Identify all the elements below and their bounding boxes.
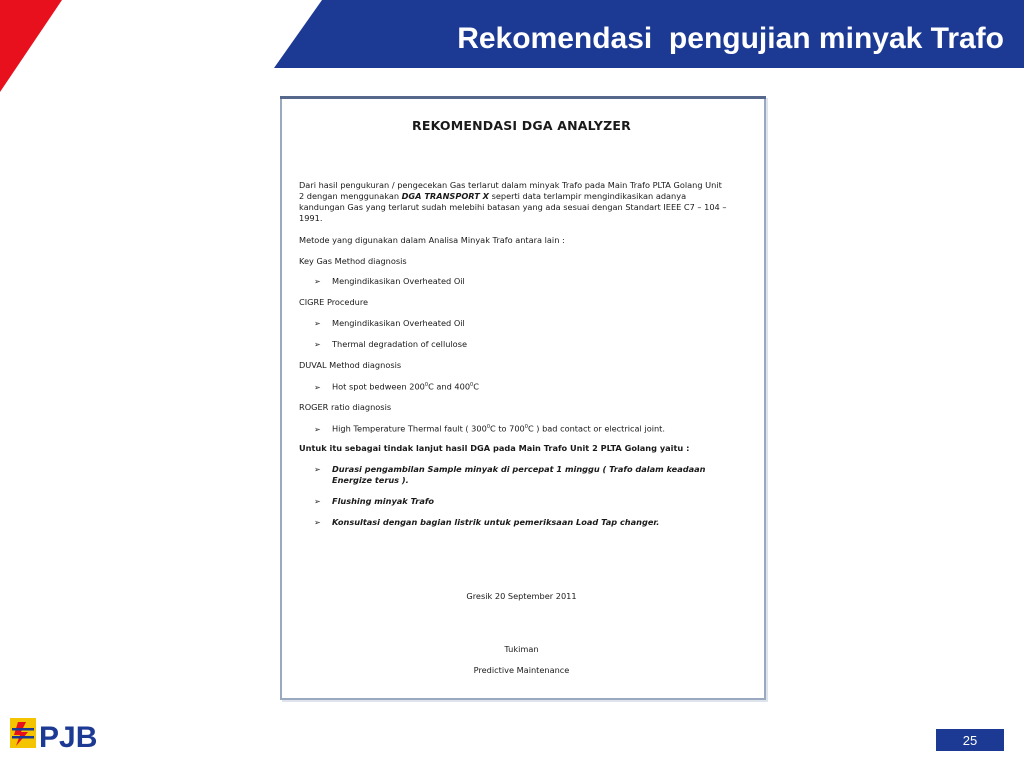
duval-method: DUVAL Method diagnosis — [299, 360, 402, 370]
followup-heading: Untuk itu sebagai tindak lanjut hasil DGA pada Main Trafo Unit 2 PLTA Golang yaitu : — [299, 443, 690, 453]
keygas-bullet-1 — [314, 276, 465, 287]
signer-role: Predictive Maintenance — [473, 665, 570, 675]
bullet-arrow-icon: ➢ — [314, 319, 321, 328]
roger-method: ROGER ratio diagnosis — [299, 402, 392, 412]
roger-text-c: C ) bad contact or electrical joint. — [527, 423, 665, 434]
page-number: 25 — [936, 729, 1004, 751]
intro-line-3: kandungan Gas yang terlarut sudah melebihi batasan yang ada sesuai dengan Standart IEEE C7 – 104 – — [299, 202, 727, 212]
cigre-method: CIGRE Procedure — [299, 297, 369, 307]
followup-bullet-3-arrow-wrap — [314, 517, 332, 528]
duval-bullet-1 — [314, 380, 479, 393]
cigre-bullet-2-text: Thermal degradation of cellulose — [332, 339, 467, 349]
followup-item-3: Konsultasi dengan bagian listrik untuk pemeriksaan Load Tap changer. — [332, 517, 660, 527]
intro-line-2-end: seperti data terlampir mengindikasikan adanya — [488, 191, 687, 201]
bullet-arrow-icon: ➢ — [314, 465, 321, 474]
bullet-arrow-icon: ➢ — [314, 518, 321, 527]
intro-line-2 — [299, 191, 744, 202]
document-image-frame — [280, 96, 766, 700]
bullet-arrow-icon: ➢ — [314, 277, 321, 286]
intro-paragraph — [299, 180, 744, 224]
duval-text-a: Hot spot bedween 200 — [332, 381, 425, 392]
followup-item-1-line-1: Durasi pengambilan Sample minyak di percepat 1 minggu ( Trafo dalam keadaan — [332, 464, 706, 474]
keygas-bullet-1-text: Mengindikasikan Overheated Oil — [332, 276, 465, 286]
bullet-arrow-icon: ➢ — [314, 424, 321, 434]
cigre-bullet-2 — [314, 339, 467, 350]
followup-bullet-2-arrow-wrap — [314, 496, 332, 507]
keygas-method: Key Gas Method diagnosis — [299, 256, 407, 266]
intro-line-4: 1991. — [299, 213, 323, 223]
bullet-arrow-icon: ➢ — [314, 340, 321, 349]
slide-title: Rekomendasi pengujian minyak Trafo — [457, 22, 1004, 55]
degree-sup: 0 — [524, 424, 528, 430]
intro-line-2-start: 2 dengan menggunakan — [299, 191, 402, 201]
duval-text-b: C and 400 — [428, 381, 471, 392]
pjb-logo — [8, 716, 112, 754]
method-intro: Metode yang digunakan dalam Analisa Minyak Trafo antara lain : — [299, 235, 565, 245]
cigre-bullet-1 — [314, 318, 465, 329]
place-date: Gresik 20 September 2011 — [466, 591, 577, 601]
svg-text:PJB: PJB — [39, 721, 98, 754]
followup-item-1-line-2: Energize terus ). — [332, 475, 409, 485]
cigre-bullet-1-text: Mengindikasikan Overheated Oil — [332, 318, 465, 328]
bullet-arrow-icon: ➢ — [314, 382, 321, 392]
signer-name: Tukiman — [504, 644, 539, 654]
bullet-arrow-icon: ➢ — [314, 497, 321, 506]
roger-text-b: C to 700 — [490, 423, 525, 434]
degree-sup: 0 — [470, 382, 474, 388]
duval-text-c: C — [473, 381, 479, 392]
followup-item-1 — [332, 464, 742, 486]
followup-bullet-1-arrow-wrap — [314, 464, 332, 475]
roger-bullet-1 — [314, 422, 665, 435]
degree-sup: 0 — [486, 424, 490, 430]
document-title: REKOMENDASI DGA ANALYZER — [412, 118, 631, 133]
degree-sup: 0 — [424, 382, 429, 388]
dga-transport-name: DGA TRANSPORT X — [401, 191, 489, 201]
followup-item-2: Flushing minyak Trafo — [332, 496, 435, 506]
intro-line-1: Dari hasil pengukuran / pengecekan Gas terlarut dalam minyak Trafo pada Main Trafo PLTA Golang Unit — [299, 180, 722, 190]
roger-text-a: High Temperature Thermal fault ( 300 — [332, 423, 487, 434]
